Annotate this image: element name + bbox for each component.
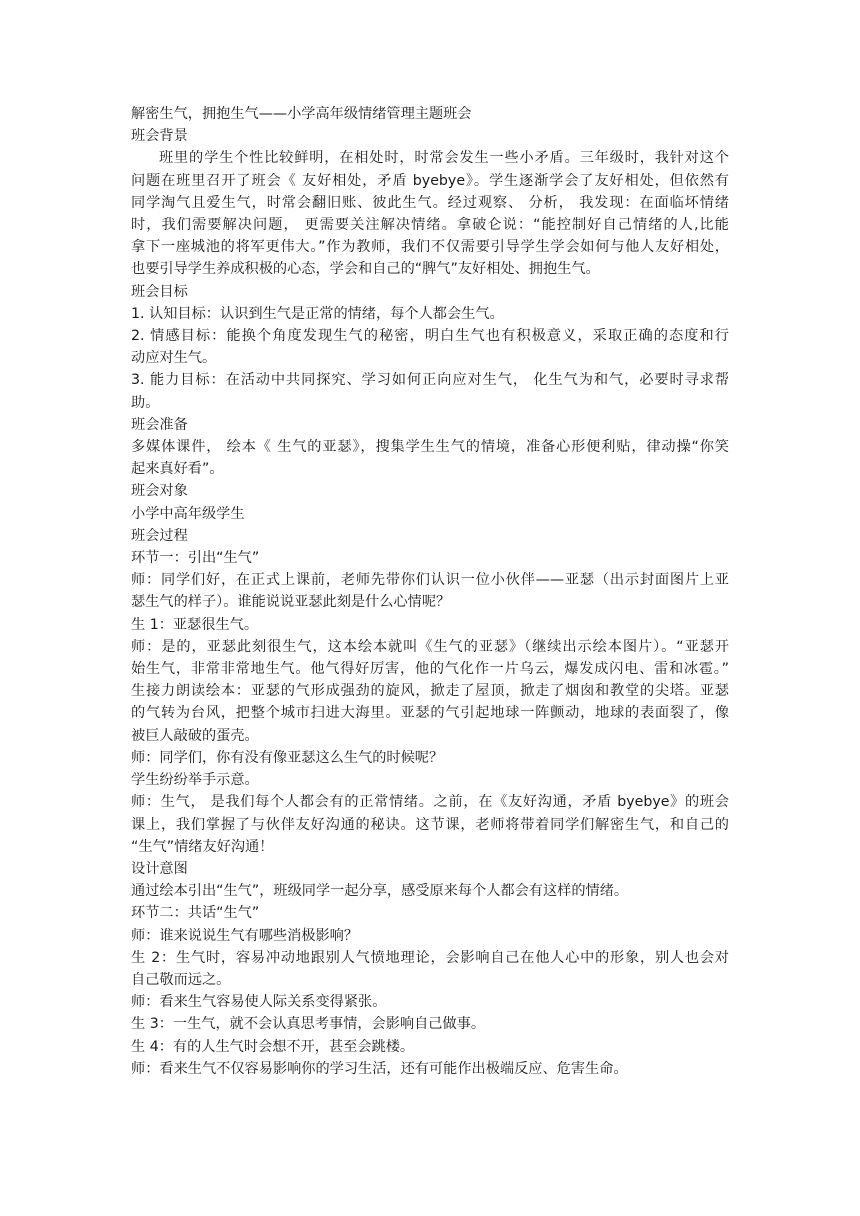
text-line: 多媒体课件， 绘本《 生气的亚瑟》，搜集学生生气的情境，准备心形便利贴，律动操“你笑 [131,439,729,456]
paragraph [131,769,729,791]
paragraph [131,325,729,369]
text-line: 2. 情感目标：能换个角度发现生气的秘密，明白生气也有积极意义，采取正确的态度和行 [131,328,729,345]
text-line: 师：生气， 是我们每个人都会有的正常情绪。之前，在《友好沟通，矛盾 byebye》的班会 [131,794,729,811]
section-heading: 班会对象 [131,483,188,500]
text-line: 学生纷纷举手示意。 [131,772,259,789]
text-line: 助。 [131,394,160,411]
paragraph [131,791,729,858]
text-line: 生 3：一生气，就不会认真思考事情，会影响自己做事。 [131,1016,486,1033]
paragraph [131,1058,729,1080]
section-heading: 班会背景 [131,128,188,145]
paragraph [131,636,729,747]
section-heading: 班会过程 [131,527,188,544]
paragraph [131,147,729,280]
paragraph [131,369,729,413]
text-line: 师：同学们，你有没有像亚瑟这么生气的时候呢？ [131,749,444,766]
text-line: 班里的学生个性比较鲜明，在相处时，时常会发生一些小矛盾。三年级时，我针对这个 [159,150,729,167]
paragraph [131,303,729,325]
text-line: 环节二：共话“生气” [131,905,260,922]
paragraph [131,569,729,613]
text-line: 通过绘本引出“生气”，班级同学一起分享，感受原来每个人都会有这样的情绪。 [131,883,629,900]
text-line: 自己敬而远之。 [131,971,231,988]
document-page [131,103,729,1080]
paragraph [131,1013,729,1035]
text-line: 也要引导学生养成积极的心态，学会和自己的“脾气”友好相处、拥抱生气。 [131,261,600,278]
section-heading: 班会准备 [131,416,188,433]
paragraph [131,880,729,902]
paragraph [131,503,729,525]
text-line: 生 2：生气时，容易冲动地跟别人气愤地理论，会影响自己在他人心中的形象，别人也会对 [131,949,729,966]
text-line: 1. 认知目标：认识到生气是正常的情绪，每个人都会生气。 [131,305,504,322]
text-line: 时，我们需要解决问题， 更需要关注解决情绪。拿破仑说：“能控制好自己情绪的人,比能 [131,217,729,234]
paragraph [131,436,729,480]
text-line: 生 4：有的人生气时会想不开，甚至会跳楼。 [131,1038,415,1055]
paragraph [131,614,729,636]
text-line: 生接力朗读绘本：亚瑟的气形成强劲的旋风，掀走了屋顶，掀走了烟囱和教堂的尖塔。亚瑟 [131,683,729,700]
paragraph [131,947,729,991]
text-line: “生气”情绪友好沟通！ [131,838,274,855]
text-line: 课上，我们掌握了与伙伴友好沟通的秘诀。这节课，老师将带着同学们解密生气，和自己的 [131,816,729,833]
paragraph [131,547,729,569]
text-line: 师：看来生气不仅容易影响你的学习生活，还有可能作出极端反应、危害生命。 [131,1060,628,1077]
text-line: 师：同学们好，在正式上课前，老师先带你们认识一位小伙伴——亚瑟（出示封面图片上亚 [131,572,729,589]
text-line: 始生气，非常非常地生气。他气得好厉害，他的气化作一片乌云，爆发成闪电、雷和冰雹。” [131,661,729,678]
text-line: 师：是的，亚瑟此刻很生气，这本绘本就叫《生气的亚瑟》（继续出示绘本图片）。“亚瑟开 [131,638,729,655]
text-line: 设计意图 [131,860,188,877]
text-line: 问题在班里召开了班会《 友好相处，矛盾 byebye》。学生逐渐学会了友好相处，但依然有 [131,172,729,189]
paragraph [131,747,729,769]
paragraph [131,902,729,924]
text-line: 起来真好看”。 [131,461,224,478]
paragraph [131,858,729,880]
document-body [131,125,729,1080]
paragraph [131,925,729,947]
text-line: 拿下一座城池的将军更伟大。”作为教师，我们不仅需要引导学生学会如何与他人友好相处， [131,239,729,256]
text-line: 被巨人敲破的蛋壳。 [131,727,259,744]
text-line: 同学淘气且爱生气，时常会翻旧账、彼此生气。经过观察、 分析， 我发现：在面临坏情绪 [131,194,729,211]
text-line: 师：看来生气容易使人际关系变得紧张。 [131,994,387,1011]
text-line: 的气转为台风，把整个城市扫进大海里。亚瑟的气引起地球一阵颤动，地球的表面裂了，像 [131,705,729,722]
text-line: 瑟生气的样子）。谁能说说亚瑟此刻是什么心情呢？ [131,594,451,611]
paragraph [131,991,729,1013]
text-line: 动应对生气。 [131,350,217,367]
section-heading: 班会目标 [131,283,188,300]
text-line: 环节一：引出“生气” [131,550,260,567]
text-line: 小学中高年级学生 [131,505,245,522]
document-title: 解密生气，拥抱生气——小学高年级情绪管理主题班会 [131,106,472,122]
text-line: 生 1：亚瑟很生气。 [131,616,259,633]
text-line: 3. 能力目标：在活动中共同探究、学习如何正向应对生气， 化生气为和气，必要时寻求帮 [131,372,729,389]
paragraph [131,1036,729,1058]
text-line: 师：谁来说说生气有哪些消极影响？ [131,927,359,944]
